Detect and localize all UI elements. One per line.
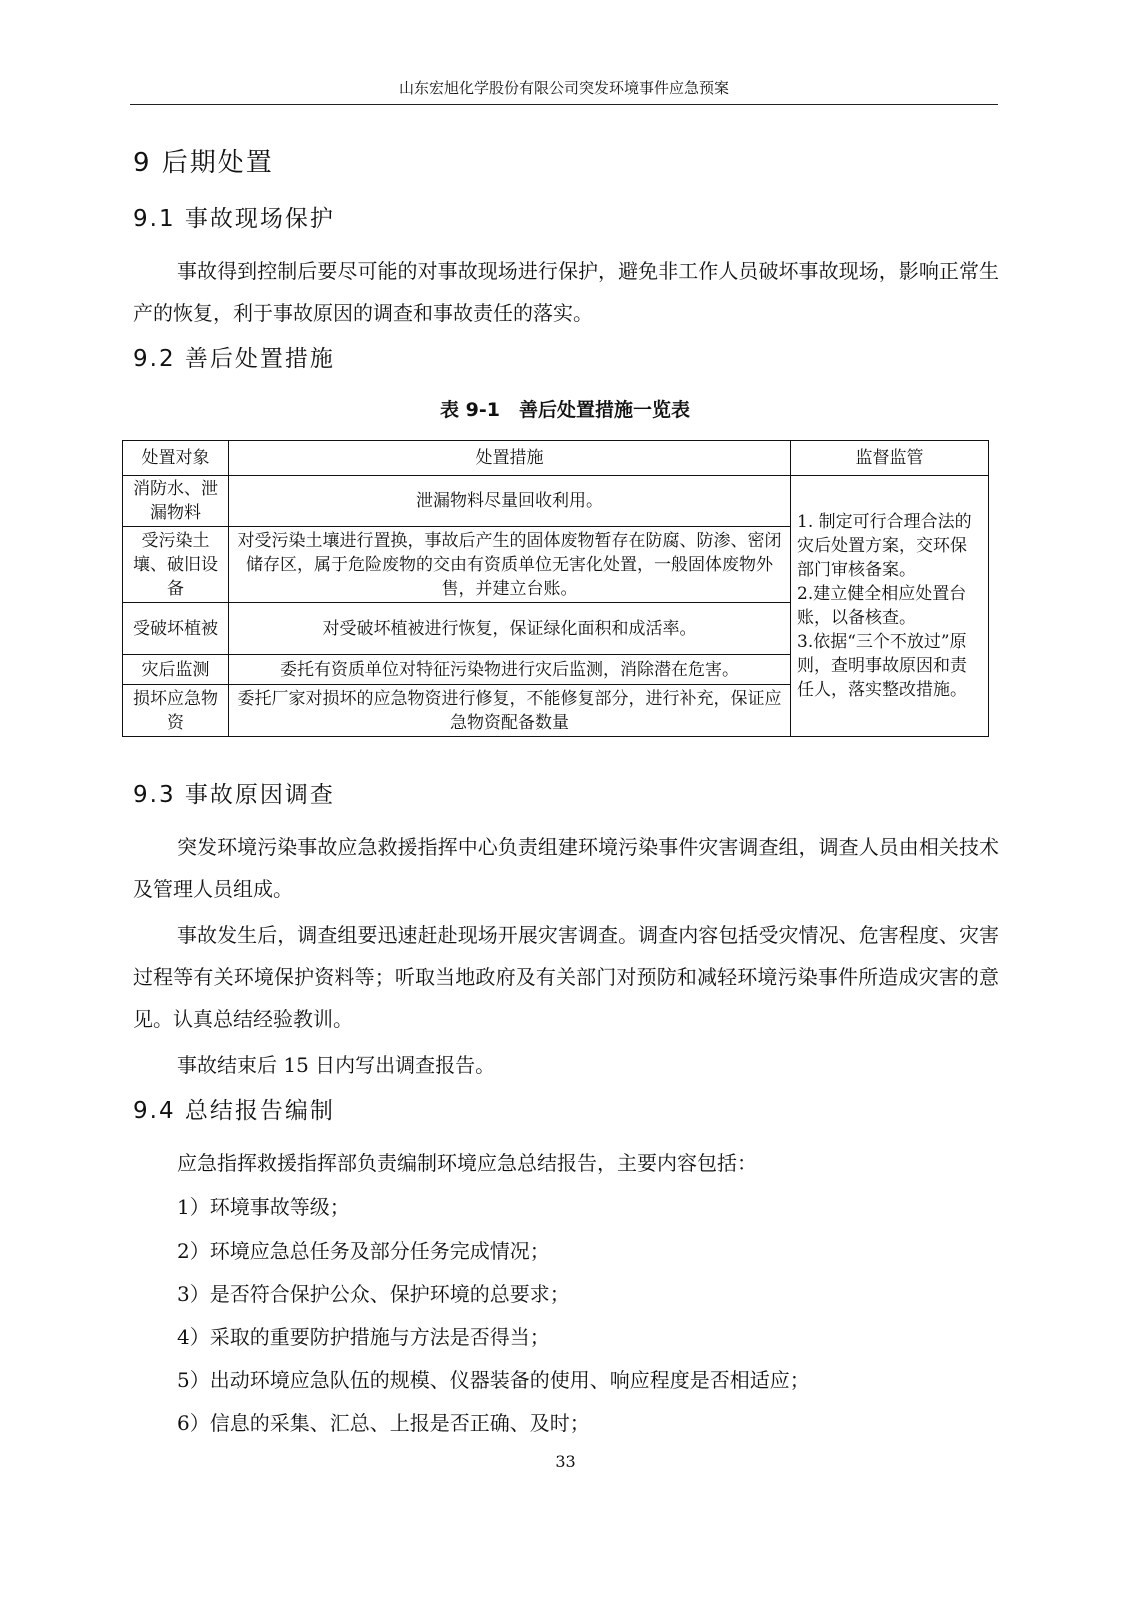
list-item: 4）采取的重要防护措施与方法是否得当； xyxy=(177,1325,550,1349)
object-cell: 灾后监测 xyxy=(123,655,229,685)
section-9-3-title: 9.3 事故原因调查 xyxy=(133,782,335,808)
measure-cell: 对受污染土壤进行置换，事故后产生的固体废物暂存在防腐、防渗、密闭储存区，属于危险废物的交由有资质单位无害化处置，一般固体废物外售，并建立台账。 xyxy=(229,527,791,603)
object-cell: 损坏应急物资 xyxy=(123,685,229,737)
section-9-3-paragraph-2: 事故发生后，调查组要迅速赶赴现场开展灾害调查。调查内容包括受灾情况、危害程度、灾害过程等有关环境保护资料等；听取当地政府及有关部门对预防和减轻环境污染事件所造成灾害的意见。认真总结经验教训。 xyxy=(133,923,999,1031)
list-item: 1）环境事故等级； xyxy=(177,1195,350,1219)
header-cell-measure: 处置措施 xyxy=(229,441,791,476)
list-item: 6）信息的采集、汇总、上报是否正确、及时； xyxy=(177,1411,590,1435)
supervision-item: 2.建立健全相应处置台账，以备核查。 xyxy=(797,584,967,628)
supervision-item: 3.依据“三个不放过”原则，查明事故原因和责任人，落实整改措施。 xyxy=(797,632,967,700)
section-9-1-paragraph: 事故得到控制后要尽可能的对事故现场进行保护，避免非工作人员破坏事故现场，影响正常生产的恢复，利于事故原因的调查和事故责任的落实。 xyxy=(133,259,999,325)
section-9-4-intro: 应急指挥救援指挥部负责编制环境应急总结报告，主要内容包括： xyxy=(177,1151,757,1175)
measure-cell: 泄漏物料尽量回收利用。 xyxy=(229,476,791,527)
page-header: 山东宏旭化学股份有限公司突发环境事件应急预案 xyxy=(398,79,729,97)
list-item: 2）环境应急总任务及部分任务完成情况； xyxy=(177,1239,550,1263)
page-number: 33 xyxy=(555,1452,576,1471)
chapter-title: 9 后期处置 xyxy=(133,148,274,178)
table-row xyxy=(123,476,989,527)
measure-cell: 委托有资质单位对特征污染物进行灾后监测，消除潜在危害。 xyxy=(229,655,791,685)
header-cell-object: 处置对象 xyxy=(123,441,229,476)
object-cell: 消防水、泄漏物料 xyxy=(123,476,229,527)
object-cell: 受破坏植被 xyxy=(123,603,229,655)
section-9-3-paragraph-3: 事故结束后 15 日内写出调查报告。 xyxy=(177,1053,496,1077)
measure-cell: 委托厂家对损坏的应急物资进行修复，不能修复部分，进行补充，保证应急物资配备数量 xyxy=(229,685,791,737)
measure-cell: 对受破坏植被进行恢复，保证绿化面积和成活率。 xyxy=(229,603,791,655)
table-header-row xyxy=(123,441,989,476)
header-cell-supervision: 监督监管 xyxy=(791,441,989,476)
supervision-cell xyxy=(791,476,989,737)
table-caption: 表 9-1 善后处置措施一览表 xyxy=(440,399,690,421)
section-9-2-title: 9.2 善后处置措施 xyxy=(133,346,335,372)
disposal-measures-table xyxy=(122,440,989,737)
header-rule xyxy=(130,104,998,105)
section-9-3-paragraph-1: 突发环境污染事故应急救援指挥中心负责组建环境污染事件灾害调查组，调查人员由相关技术及管理人员组成。 xyxy=(133,835,999,901)
list-item: 3）是否符合保护公众、保护环境的总要求； xyxy=(177,1282,570,1306)
object-cell: 受污染土壤、破旧设备 xyxy=(123,527,229,603)
supervision-item: 1. 制定可行合理合法的灾后处置方案，交环保部门审核备案。 xyxy=(797,512,972,580)
section-9-4-title: 9.4 总结报告编制 xyxy=(133,1098,335,1124)
section-9-1-title: 9.1 事故现场保护 xyxy=(133,206,335,232)
list-item: 5）出动环境应急队伍的规模、仪器装备的使用、响应程度是否相适应； xyxy=(177,1368,810,1392)
